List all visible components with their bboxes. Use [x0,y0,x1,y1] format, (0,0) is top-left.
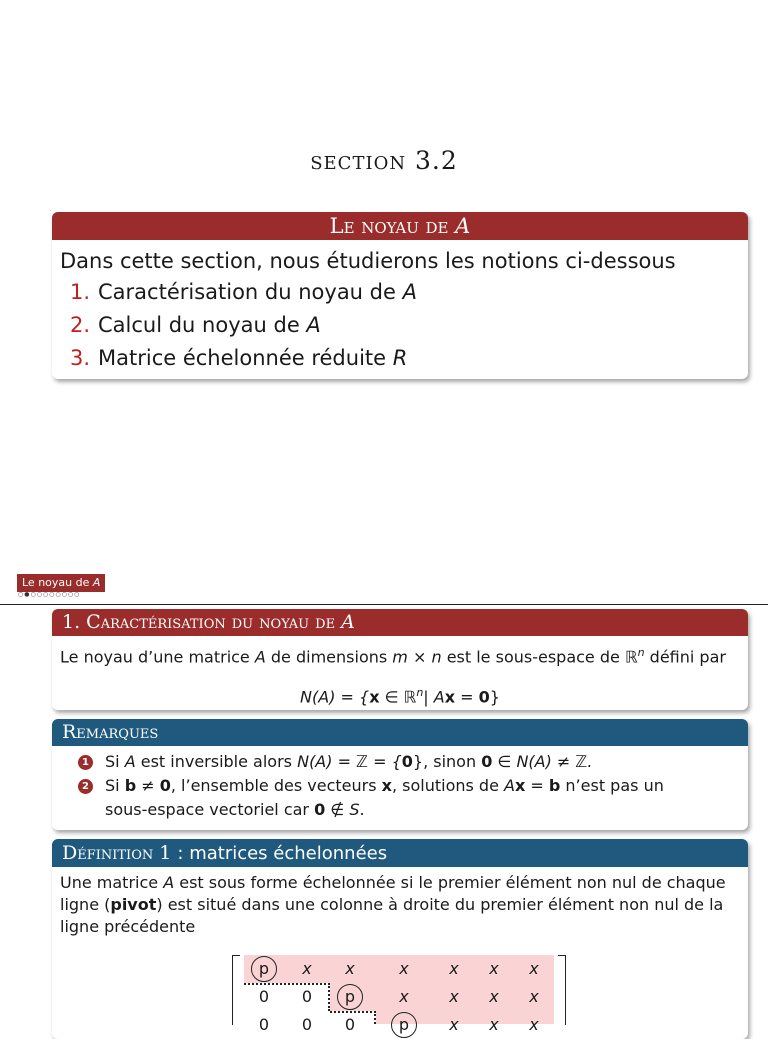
definition-text: Une matrice A est sous forme échelonnée si le premier élément non nul de chaque ligne (pivot) est situé dans une colonne à droite du premier élément non nul de la ligne précédente [60,873,726,936]
list-item: 3. Matrice échelonnée réduite R [69,346,408,370]
remarks-title: Remarques [52,719,748,746]
bullet-1: 1 [78,755,93,770]
pivot-circle: p [391,1012,417,1038]
list-item: 2. Calcul du noyau de A [69,313,321,337]
characterization-block [52,609,748,710]
staircase-line-4 [374,1011,376,1024]
right-bracket [558,955,566,1025]
topic-list [60,276,740,375]
kernel-definition-text: Le noyau d’une matrice A de dimensions m × n est le sous-espace de ℝ$^n$ défini par [60,646,726,667]
remark-2-continued: sous-espace vectoriel car 0 ∉ S. [105,800,365,819]
list-item: 1. Caractérisation du noyau de A [69,280,417,304]
remark-2: 2 Si b ≠ 0, l’ensemble des vecteurs x, solutions de Ax = b n’est pas un [78,774,740,798]
section-title: section 3.2 [310,146,458,175]
remark-1: 1 Si A est inversible alors N(A) = ℤ = {0}, sinon 0 ∈ N(A) ≠ ℤ. [78,750,740,774]
frame-section-tag[interactable]: Le noyau de A [17,574,105,592]
definition-title: Définition 1 : matrices échelonnées [52,839,748,867]
pivot-circle: p [337,984,363,1010]
echelon-matrix: p x x x x x x 0 0 p x x x x 0 0 0 p x x x [232,955,566,1024]
pivot-circle: p [251,956,277,982]
kernel-formula: N(A) = {x ∈ ℝ$^n$| Ax = 0} [300,686,500,707]
remarks-block [52,719,748,830]
intro-text: Dans cette section, nous étudierons les notions ci-dessous [60,249,676,273]
characterization-title: 1. Caractérisation du noyau de A [52,609,748,636]
navigation-dots[interactable]: ○●○○○○○○○○ [18,591,81,598]
header-rule [0,604,768,605]
intro-block [52,212,748,379]
bullet-2: 2 [78,779,93,794]
left-bracket [232,955,240,1025]
intro-block-title: Le noyau de A [52,212,748,240]
